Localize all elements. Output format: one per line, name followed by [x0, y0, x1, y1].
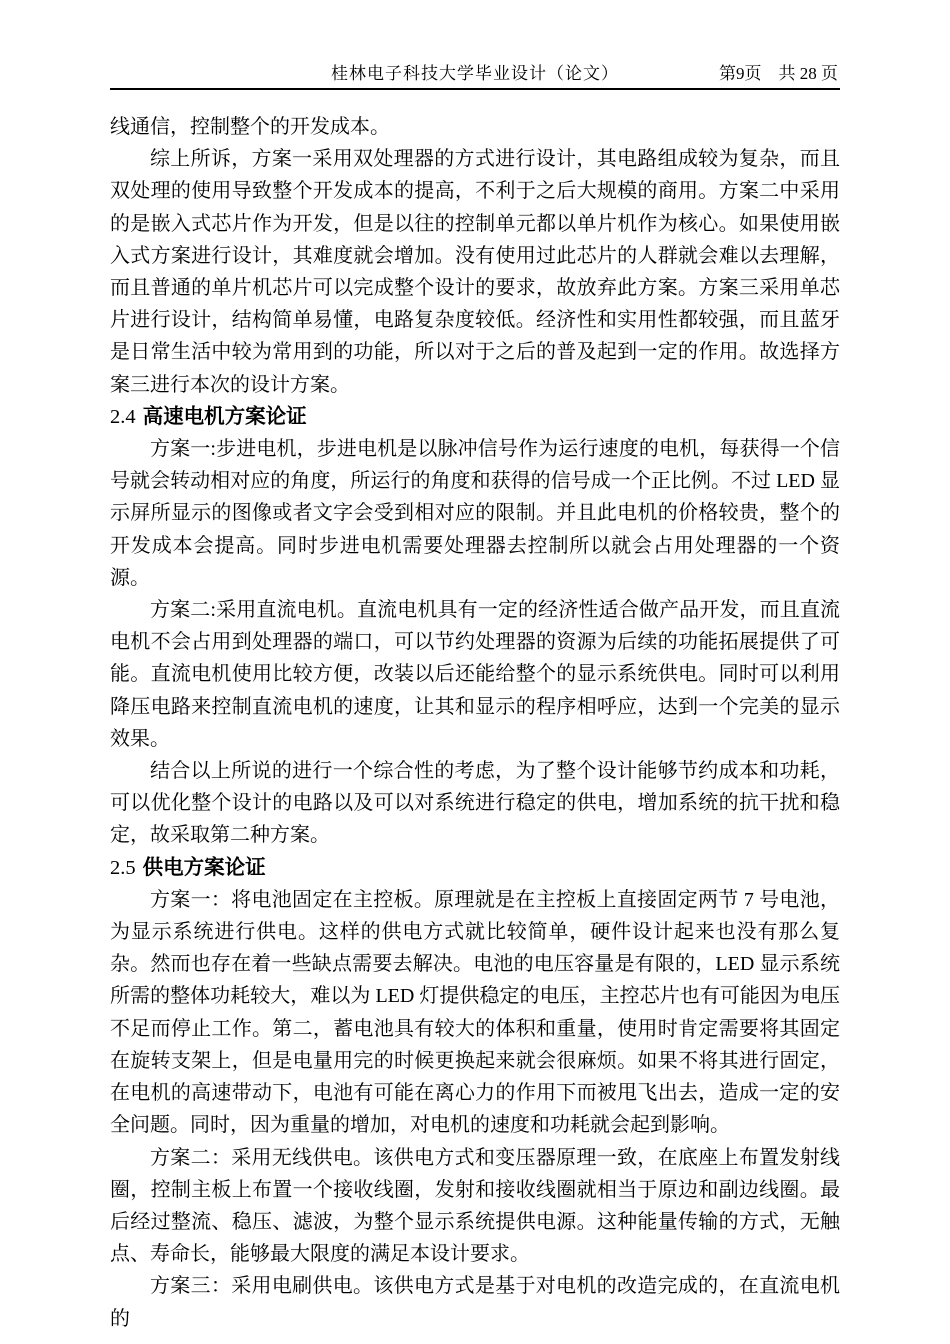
paragraph-motor-scheme-2: 方案二:采用直流电机。直流电机具有一定的经济性适合做产品开发，而且直流电机不会占用到处理器的端口，可以节约处理器的资源为后续的功能拓展提供了可能。直流电机使用比较方便，改装以后还能给整个的显示系统供电。同时可以利用降压电路来控制直流电机的速度，让其和显示的程序相呼应，达到一个完美的显示效果。 [110, 599, 840, 750]
header-title: 桂林电子科技大学毕业设计（论文） [331, 64, 619, 83]
paragraph-continuation: 线通信，控制整个的开发成本。 [110, 116, 390, 138]
section-title-2-5: 供电方案论证 [142, 855, 266, 879]
page-header [110, 0, 840, 90]
paragraph-motor-conclusion: 结合以上所说的进行一个综合性的考虑，为了整个设计能够节约成本和功耗，可以优化整个设计的电路以及可以对系统进行稳定的供电，增加系统的抗干扰和稳定，故采取第二种方案。 [110, 760, 840, 847]
section-heading-2-4 [110, 401, 840, 433]
paragraph-power-scheme-3: 方案三：采用电刷供电。该供电方式是基于对电机的改造完成的，在直流电机的 [110, 1275, 840, 1330]
section-heading-2-5 [110, 852, 840, 884]
paragraph-scheme-conclusion-2-3: 综上所诉，方案一采用双处理器的方式进行设计，其电路组成较为复杂，而且双处理的使用导致整个开发成本的提高，不利于之后大规模的商用。方案二中采用的是嵌入式芯片作为开发，但是以往的控制单元都以单片机作为核心。如果使用嵌入式方案进行设计，其难度就会增加。没有使用过此芯片的人群就会难以去理解，而且普通的单片机芯片可以完成整个设计的要求，故放弃此方案。方案三采用单芯片进行设计，结构简单易懂，电路复杂度较低。经济性和实用性都较强，而且蓝牙是日常生活中较为常用到的功能，所以对于之后的普及起到一定的作用。故选择方案三进行本次的设计方案。 [110, 148, 840, 396]
document-body [110, 111, 840, 1335]
section-number-2-5: 2.5 [110, 856, 136, 879]
paragraph-power-scheme-2: 方案二：采用无线供电。该供电方式和变压器原理一致，在底座上布置发射线圈，控制主板上布置一个接收线圈，发射和接收线圈就相当于原边和副边线圈。最后经过整流、稳压、滤波，为整个显示系统提供电源。这种能量传输的方式，无触点、寿命长，能够最大限度的满足本设计要求。 [110, 1146, 840, 1266]
section-title-2-4: 高速电机方案论证 [142, 404, 307, 428]
header-page-number: 第9页 共 28 页 [719, 64, 838, 83]
section-number-2-4: 2.4 [110, 405, 136, 428]
paragraph-power-scheme-1: 方案一：将电池固定在主控板。原理就是在主控板上直接固定两节 7 号电池，为显示系统进行供电。这样的供电方式就比较简单，硬件设计起来也没有那么复杂。然而也存在着一些缺点需要去解决。电池的电压容量是有限的，LED 显示系统所需的整体功耗较大，难以为 LED 灯提供稳定的电压，主控芯片也有可能因为电压不足而停止工作。第二，蓄电池具有较大的体积和重量，使用时肯定需要将其固定在旋转支架上，但是电量用完的时候更换起来就会很麻烦。如果不将其进行固定，在电机的高速带动下，电池有可能在离心力的作用下而被甩飞出去，造成一定的安全问题。同时，因为重量的增加，对电机的速度和功耗就会起到影响。 [110, 888, 840, 1137]
paragraph-motor-scheme-1: 方案一:步进电机，步进电机是以脉冲信号作为运行速度的电机，每获得一个信号就会转动相对应的角度，所运行的角度和获得的信号成一个正比例。不过 LED 显示屏所显示的图像或者文字会受到相对应的限制。并且此电机的价格较贵，整个的开发成本会提高。同时步进电机需要处理器去控制所以就会占用处理器的一个资源。 [110, 438, 840, 589]
